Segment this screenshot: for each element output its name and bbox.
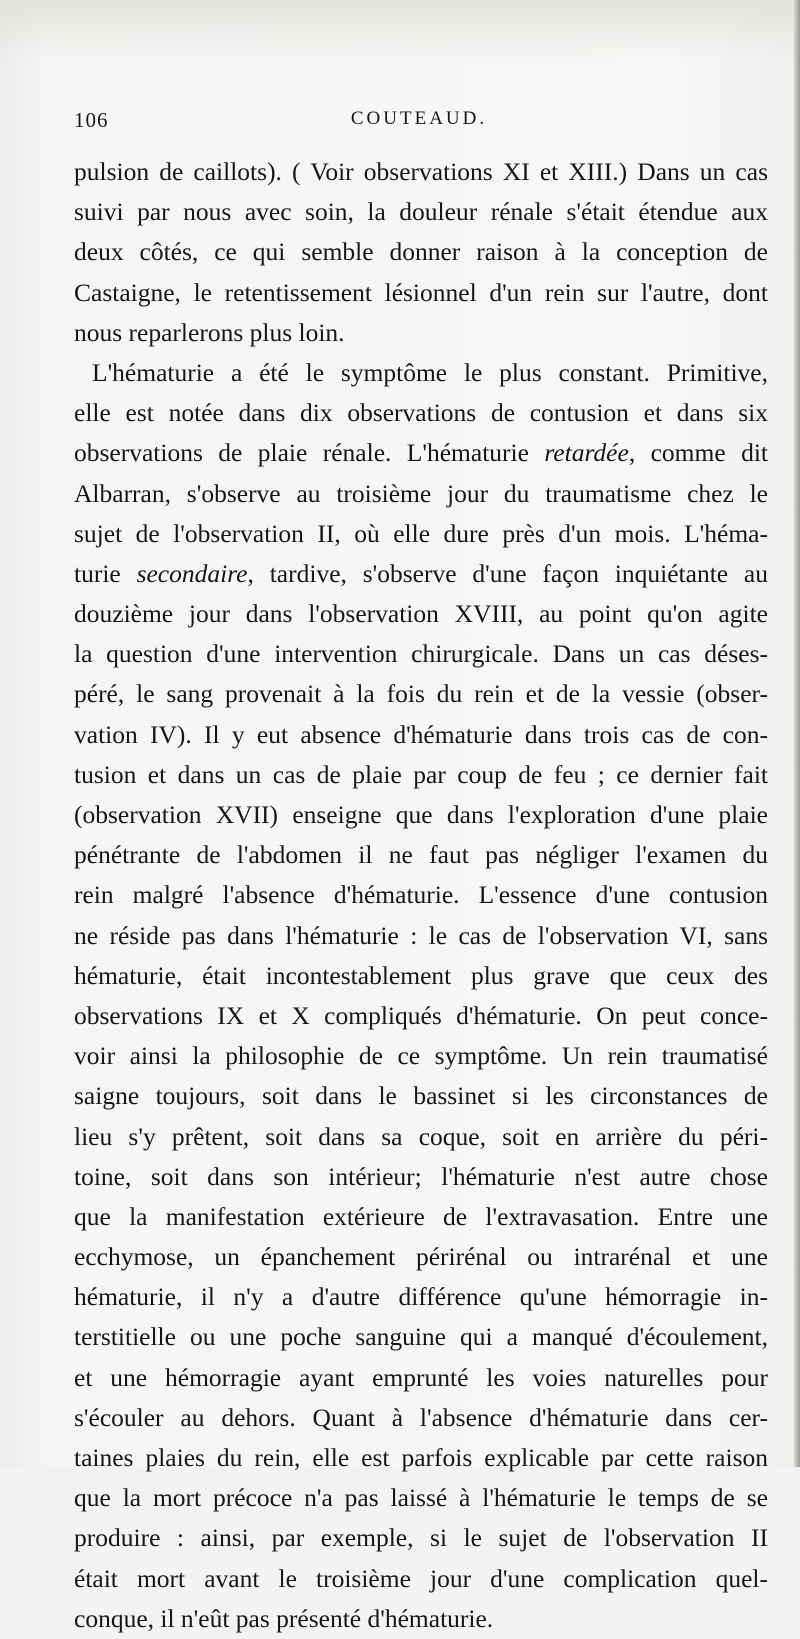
text-segment: , tardive, s'observe d'une façon inquiétante au [247,558,768,588]
running-head: COUTEAUD. [350,108,488,129]
text-line: toine, soit dans son intérieur; l'hématurie n'est autre chose [74,1161,768,1191]
text-segment: observations de plaie rénale. L'hématurie [74,438,529,468]
text-line: et une hémorragie ayant emprunté les voies naturelles pour [74,1362,768,1392]
text-line: sujet de l'observation II, où elle dure près d'un mois. L'héma- [74,518,768,548]
text-line: conque, il n'eût pas présenté d'hématurie. [74,1603,494,1633]
text-line: que la manifestation extérieure de l'extravasation. Entre une [74,1201,768,1231]
text-line: pulsion de caillots). ( Voir observations XI et XIII.) Dans un cas [74,157,768,186]
text-line: péré, le sang provenait à la fois du rein et de la vessie (obser- [74,679,768,709]
italic-term: secondaire [136,558,248,588]
text-line: (observation XVII) enseigne que dans l'exploration d'une plaie [74,800,768,829]
text-line: s'écouler au dehors. Quant à l'absence d'hématurie dans cer- [74,1402,768,1432]
text-line: douzième jour dans l'observation XVIII, au point qu'on agite [74,599,768,629]
text-line: pénétrante de l'abdomen il ne faut pas négliger l'examen du [74,840,768,870]
text-line: hématurie, était incontestablement plus grave que ceux des [74,960,768,990]
text-line-with-italic [74,554,768,594]
text-line: saigne toujours, soit dans le bassinet si les circonstances de [74,1081,768,1111]
page-binding-edge [794,0,800,1467]
text-line-with-italic [74,433,768,473]
text-line: elle est notée dans dix observations de contusion et dans six [74,398,768,428]
text-line: voir ainsi la philosophie de ce symptôme. Un rein traumatisé [74,1041,768,1071]
text-line: vation IV). Il y eut absence d'hématurie dans trois cas de con- [74,719,768,749]
text-line: que la mort précoce n'a pas laissé à l'hématurie le temps de se [74,1483,768,1513]
page-number: 106 [74,108,109,132]
text-line: rein malgré l'absence d'hématurie. L'essence d'une contusion [74,880,768,910]
text-line: ne réside pas dans l'hématurie : le cas de l'observation VI, sans [74,920,768,950]
page-header [74,108,764,134]
text-line: ecchymose, un épanchement périrénal ou intrarénal et une [74,1242,768,1272]
text-line: deux côtés, ce qui semble donner raison à la conception de [74,237,768,267]
text-line: la question d'une intervention chirurgicale. Dans un cas déses- [74,639,768,669]
text-line: hématurie, il n'y a d'autre différence qu'une hémorragie in- [74,1282,768,1312]
text-line: produire : ainsi, par exemple, si le sujet de l'observation II [74,1523,768,1553]
text-line: L'hématurie a été le symptôme le plus constant. Primitive, [92,357,768,387]
text-line: taines plaies du rein, elle est parfois explicable par cette raison [74,1443,768,1472]
text-segment: , comme dit [628,438,768,468]
text-line: suivi par nous avec soin, la douleur rénale s'était étendue aux [74,197,768,227]
italic-term: retardée [544,438,629,468]
body-text [74,152,768,1639]
text-line: Castaigne, le retentissement lésionnel d'un rein sur l'autre, dont [74,277,768,307]
text-line: tusion et dans un cas de plaie par coup de feu ; ce dernier fait [74,759,768,789]
text-line: observations IX et X compliqués d'hématurie. On peut conce- [74,1000,768,1030]
text-line: lieu s'y prêtent, soit dans sa coque, soit en arrière du péri- [74,1121,768,1151]
text-line: nous reparlerons plus loin. [74,317,345,347]
text-line: terstitielle ou une poche sanguine qui a manqué d'écoulement, [74,1322,768,1352]
page-top-shadow [0,0,800,60]
text-line: Albarran, s'observe au troisième jour du traumatisme chez le [74,478,768,508]
text-segment: turie [74,558,121,588]
text-line: était mort avant le troisième jour d'une complication quel- [74,1563,768,1593]
